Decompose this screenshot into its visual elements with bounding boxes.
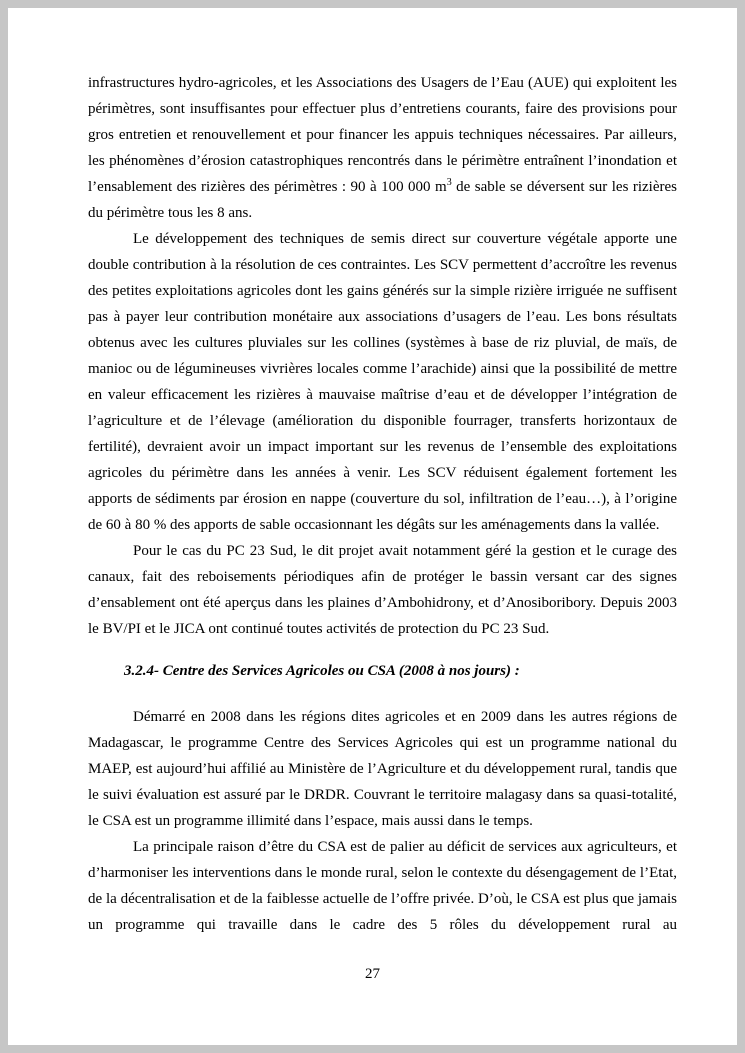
- paragraph-text: infrastructures hydro-agricoles, et les Associations des Usagers de l’Eau (AUE) qui exploitent les périmètres, sont insuffisantes pour effectuer plus d’entretiens courants, faire des provisions pour gros entretien et renouvellement et pour financer les appuis techniques nécessaires. Par ailleurs, les phénomènes d’érosion catastrophiques rencontrés dans le périmètre entraînent l’inondation et l’ensablement des rizières des périmètres : 90 à 100 000 m: [88, 75, 677, 195]
- document-page: [8, 8, 737, 1045]
- page-number: 27: [365, 966, 380, 982]
- paragraph-csa-raison-etre: La principale raison d’être du CSA est de palier au déficit de services aux agriculteurs, et d’harmoniser les interventions dans le monde rural, selon le contexte du désengagement de l’Etat, de la décentralisation et de la faiblesse actuelle de l’offre privée. D’où, le CSA est plus que jamais un programme qui travaille dans le cadre des 5 rôles du développement rural au: [88, 839, 677, 933]
- paragraph-infrastructures: [88, 70, 677, 226]
- paragraph-csa-demarrage: Démarré en 2008 dans les régions dites agricoles et en 2009 dans les autres régions de Madagascar, le programme Centre des Services Agricoles qui est un programme national du MAEP, est aujourd’hui affilié au Ministère de l’Agriculture et du développement rural, tandis que le suivi évaluation est assuré par le DRDR. Couvrant le territoire malagasy dans sa quasi-totalité, le CSA est un programme illimité dans l’espace, mais aussi dans le temps.: [88, 709, 677, 829]
- section-heading-3-2-4: 3.2.4- Centre des Services Agricoles ou CSA (2008 à nos jours) :: [124, 663, 520, 679]
- paragraph-text: de sable se déversent sur les rizières du périmètre tous les 8 ans.: [88, 179, 678, 221]
- paragraph-pc23-sud: Pour le cas du PC 23 Sud, le dit projet avait notamment géré la gestion et le curage des canaux, fait des reboisements périodiques afin de protéger le bassin versant car des signes d’ensablement ont été aperçus dans les plaines d’Ambohidrony, et d’Anosiboribory. Depuis 2003 le BV/PI et le JICA ont continué toutes activités de protection du PC 23 Sud.: [88, 543, 677, 637]
- superscript-exponent: 3: [446, 177, 452, 188]
- paragraph-scv-techniques: Le développement des techniques de semis direct sur couverture végétale apporte une double contribution à la résolution de ces contraintes. Les SCV permettent d’accroître les revenus des petites exploitations agricoles dont les gains générés sur la simple rizière irriguée ne suffisent pas à payer leur contribution monétaire aux associations d’usagers de l’eau. Les bons résultats obtenus avec les cultures pluviales sur les collines (systèmes à base de riz pluvial, de maïs, de manioc ou de légumineuses vivrières locales comme l’arachide) ainsi que la possibilité de mettre en valeur efficacement les rizières à mauvaise maîtrise d’eau et de développer l’intégration de l’agriculture et de l’élevage (amélioration du disponible fourrager, transferts horizontaux de fertilité), devraient avoir un impact important sur les revenus de l’ensemble des exploitations agricoles du périmètre dans les années à venir. Les SCV réduisent également fortement les apports de sédiments par érosion en nappe (couverture du sol, infiltration de l’eau…), à l’origine de 60 à 80 % des apports de sable occasionnant les dégâts sur les aménagements dans la vallée.: [88, 231, 677, 533]
